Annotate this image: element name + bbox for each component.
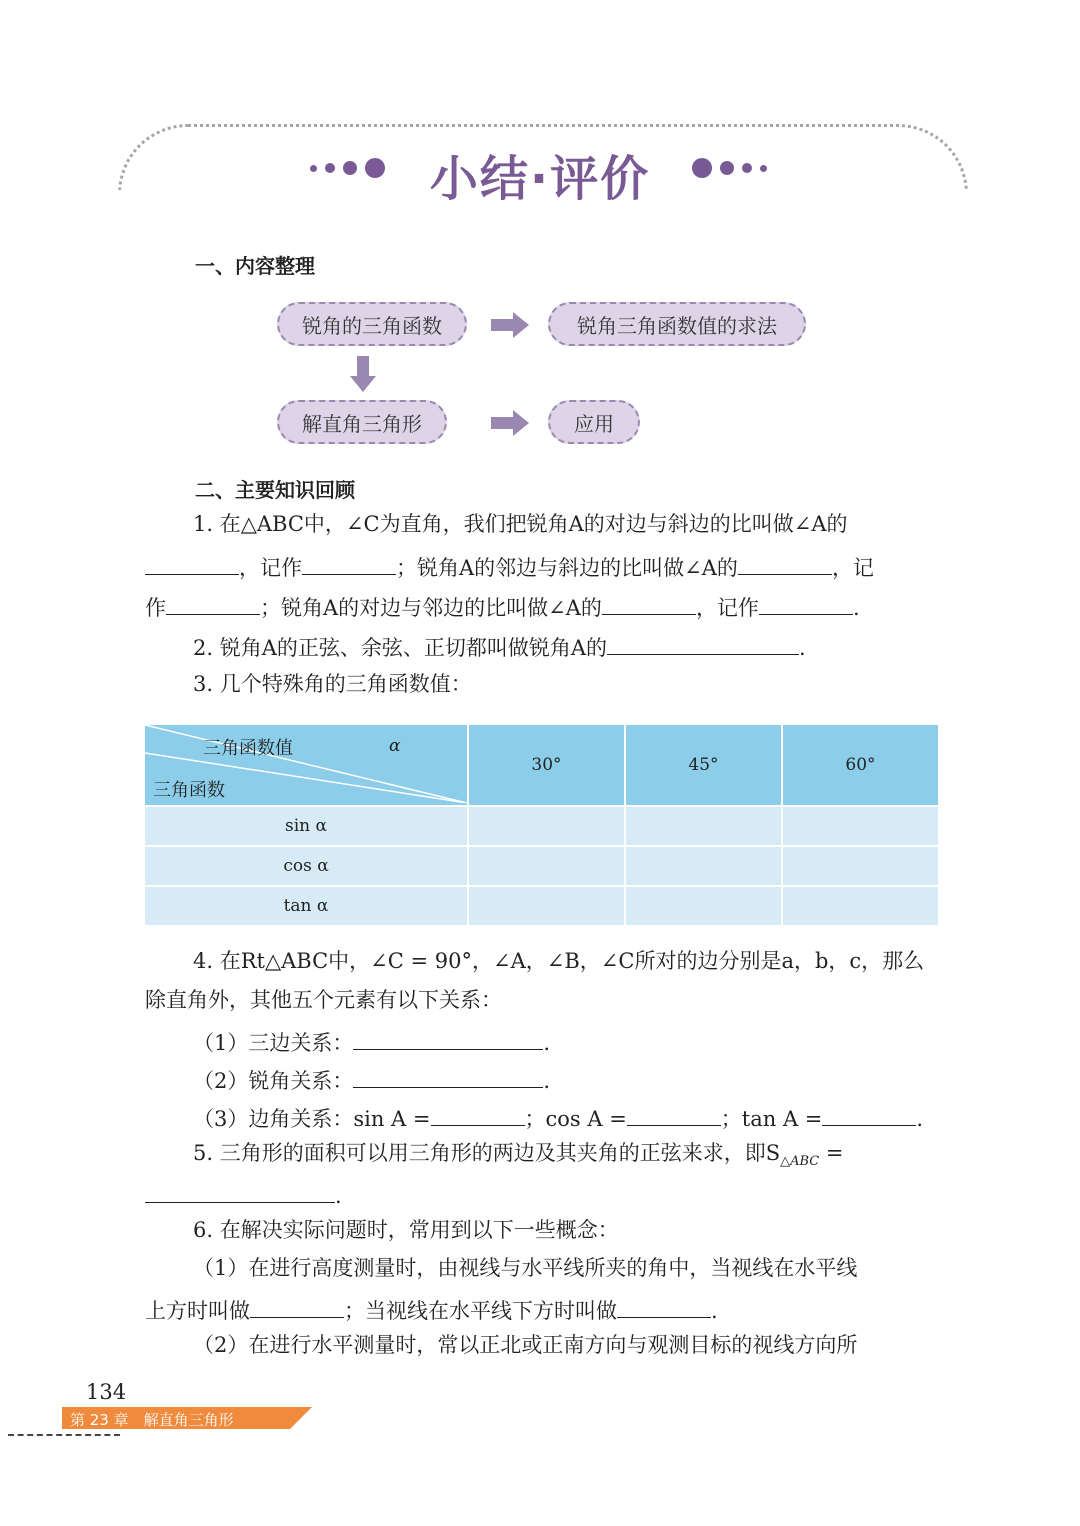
flow-box-application: 应用 xyxy=(548,400,640,444)
q4-sub1: （1）三边关系： . xyxy=(193,1031,551,1055)
q6-line4: （2）在进行水平测量时，常以正北或正南方向与观测目标的视线方向所 xyxy=(193,1333,858,1357)
section-heading-review: 二、主要知识回顾 xyxy=(195,478,355,502)
q4-sub2: （2）锐角关系： . xyxy=(193,1069,551,1093)
table-cell xyxy=(625,806,782,846)
arrow-down-icon xyxy=(350,356,376,392)
corner-label-functions: 三角函数 xyxy=(153,780,225,801)
q6-line1: 6. 在解决实际问题时，常用到以下一些概念： xyxy=(193,1218,619,1242)
section-heading-content: 一、内容整理 xyxy=(195,254,315,278)
arrow-right-icon xyxy=(491,312,529,338)
arrow-right-icon xyxy=(491,410,529,436)
q2-line: 2. 锐角A的正弦、余弦、正切都叫做锐角A的 . xyxy=(193,636,806,660)
table-cell xyxy=(782,806,939,846)
q6-line3: 上方时叫做 ；当视线在水平线下方时叫做 . xyxy=(145,1299,718,1323)
footer-dotted-line xyxy=(8,1434,120,1436)
q4-sub3: （3）边角关系：sin A = ；cos A = ；tan A = . xyxy=(193,1107,924,1131)
table-cell xyxy=(625,886,782,926)
page-title: 小结·评价 xyxy=(429,151,651,207)
q6-line2: （1）在进行高度测量时，由视线与水平线所夹的角中，当视线在水平线 xyxy=(193,1256,858,1280)
q4-line1: 4. 在Rt△ABC中，∠C = 90°，∠A，∠B，∠C所对的边分别是a，b，c，那么 xyxy=(193,949,925,973)
angle-header-60: 60° xyxy=(782,724,939,806)
angle-header-45: 45° xyxy=(625,724,782,806)
flow-box-trig-functions: 锐角的三角函数 xyxy=(277,302,467,346)
flow-box-trig-values: 锐角三角函数值的求法 xyxy=(548,302,806,346)
page-number: 134 xyxy=(86,1380,127,1404)
q3-line: 3. 几个特殊角的三角函数值： xyxy=(193,672,472,696)
q5-line2: . xyxy=(145,1182,342,1207)
q1-line2: ，记作 ；锐角A的邻边与斜边的比叫做∠A的 ，记 xyxy=(145,554,874,579)
special-angles-table xyxy=(143,723,940,927)
row-label-sin: sin α xyxy=(144,806,468,846)
row-label-cos: cos α xyxy=(144,846,468,886)
table-cell xyxy=(782,886,939,926)
q1-line3: 作 ；锐角A的对边与邻边的比叫做∠A的 ，记作 . xyxy=(145,596,860,620)
corner-label-alpha: α xyxy=(389,736,401,756)
table-cell xyxy=(782,846,939,886)
q4-line2: 除直角外，其他五个元素有以下关系： xyxy=(145,988,502,1012)
table-cell xyxy=(468,806,625,846)
header-dots-right xyxy=(692,158,767,178)
table-cell xyxy=(468,886,625,926)
flow-box-solve-right-triangle: 解直角三角形 xyxy=(277,400,447,444)
table-corner-cell xyxy=(144,724,468,806)
q5-line1: 5. 三角形的面积可以用三角形的两边及其夹角的正弦来求，即$S_{\triangle ABC}$ = xyxy=(193,1141,844,1170)
table-cell xyxy=(625,846,782,886)
table-cell xyxy=(468,846,625,886)
angle-header-30: 30° xyxy=(468,724,625,806)
row-label-tan: tan α xyxy=(144,886,468,926)
q1-line1: 1. 在△ABC中，∠C为直角，我们把锐角A的对边与斜边的比叫做∠A的 xyxy=(193,512,848,536)
corner-label-values: 三角函数值 xyxy=(203,738,293,759)
chapter-label: 第 23 章 解直角三角形 xyxy=(70,1411,234,1429)
